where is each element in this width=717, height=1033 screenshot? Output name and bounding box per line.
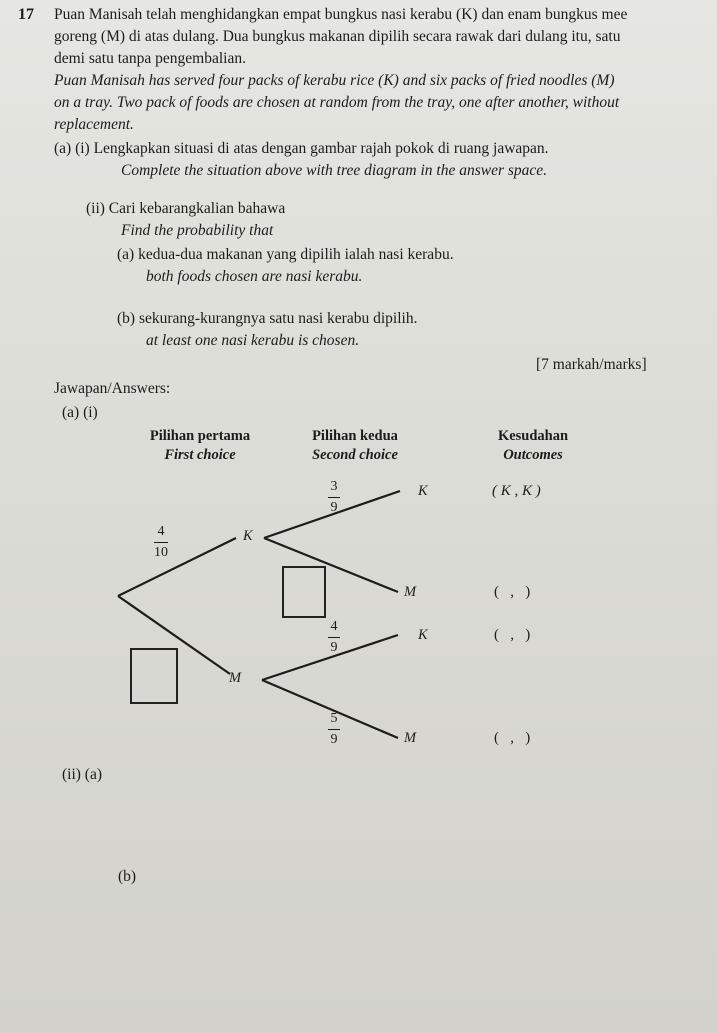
fraction-bar — [328, 637, 340, 638]
fraction-M-M — [328, 712, 340, 747]
fraction-denominator: 9 — [330, 500, 338, 515]
col1-heading-en: First choice — [164, 447, 236, 463]
label-M-M: M — [404, 730, 417, 746]
part-a-ii-ms: (ii) Cari kebarangkalian bahawa — [86, 200, 286, 217]
outcome-1: ( K , K ) — [492, 483, 541, 499]
label-K-K: K — [418, 483, 428, 499]
sub-b-ms: (b) sekurang-kurangnya satu nasi kerabu dipilih. — [117, 310, 418, 327]
question-number: 17 — [18, 6, 34, 23]
part-a-ii-en: Find the probability that — [121, 222, 274, 239]
sub-b-en: at least one nasi kerabu is chosen. — [146, 332, 360, 349]
answer-part-a-i: (a) (i) — [62, 404, 98, 421]
fraction-M-K — [328, 620, 340, 655]
fraction-bar — [328, 729, 340, 730]
fraction-numerator: 4 — [330, 619, 338, 634]
fraction-bar — [154, 542, 168, 543]
question-en-line-3: replacement. — [54, 116, 134, 133]
label-first-K: K — [243, 528, 253, 544]
col2-heading-ms: Pilihan kedua — [312, 428, 398, 444]
answer-box-first-M-probability[interactable] — [130, 648, 178, 704]
question-ms-line-3: demi satu tanpa pengembalian. — [54, 50, 246, 67]
label-K-M: M — [404, 584, 417, 600]
answer-box-K-M-probability[interactable] — [282, 566, 326, 618]
fraction-denominator: 9 — [330, 640, 338, 655]
answer-part-ii-a: (ii) (a) — [62, 766, 103, 783]
branch-first-K — [118, 538, 236, 596]
fraction-numerator: 3 — [330, 479, 338, 494]
question-en-line-1: Puan Manisah has served four packs of kerabu rice (K) and six packs of fried noodles (M) — [54, 72, 615, 89]
label-M-K: K — [418, 627, 428, 643]
part-a-i-en: Complete the situation above with tree diagram in the answer space. — [121, 162, 548, 179]
outcome-4[interactable]: ( , ) — [494, 730, 531, 746]
outcome-2[interactable]: ( , ) — [494, 584, 531, 600]
fraction-numerator: 4 — [157, 524, 165, 539]
marks-label: [7 markah/marks] — [536, 356, 647, 373]
outcome-3[interactable]: ( , ) — [494, 627, 531, 643]
sub-a-ms: (a) kedua-dua makanan yang dipilih ialah nasi kerabu. — [117, 246, 454, 263]
question-ms-line-1: Puan Manisah telah menghidangkan empat bungkus nasi kerabu (K) dan enam bungkus mee — [54, 6, 628, 23]
question-ms-line-2: goreng (M) di atas dulang. Dua bungkus makanan dipilih secara rawak dari dulang itu, satu — [54, 28, 621, 45]
col2-heading-en: Second choice — [312, 447, 398, 463]
fraction-first-K — [154, 525, 168, 560]
fraction-denominator: 9 — [330, 732, 338, 747]
fraction-K-K — [328, 480, 340, 515]
col1-heading-ms: Pilihan pertama — [149, 428, 251, 444]
col3-heading-en: Outcomes — [503, 447, 563, 463]
fraction-denominator: 10 — [154, 545, 168, 560]
part-a-i-ms: (a) (i) Lengkapkan situasi di atas dengan gambar rajah pokok di ruang jawapan. — [54, 140, 549, 157]
fraction-numerator: 5 — [330, 711, 338, 726]
label-first-M: M — [229, 670, 242, 686]
question-en-line-2: on a tray. Two pack of foods are chosen at random from the tray, one after another, without — [54, 94, 620, 111]
fraction-bar — [328, 497, 340, 498]
sub-a-en: both foods chosen are nasi kerabu. — [146, 268, 363, 285]
answers-heading: Jawapan/Answers: — [54, 380, 171, 397]
answer-part-ii-b: (b) — [118, 868, 137, 885]
col3-heading-ms: Kesudahan — [497, 428, 569, 444]
